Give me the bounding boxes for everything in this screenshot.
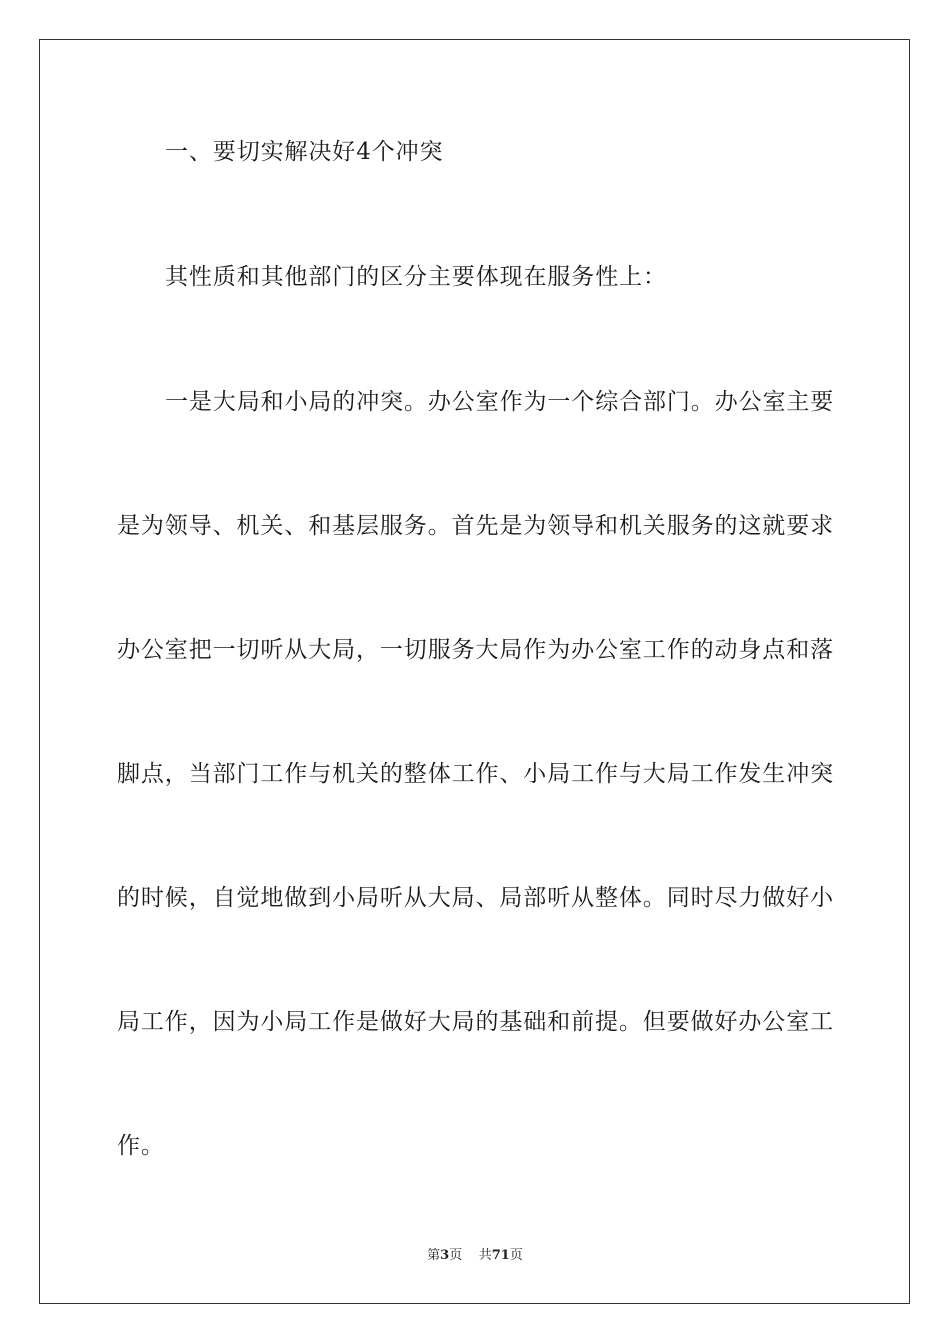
footer-total-pages: 71 xyxy=(491,1248,510,1263)
paragraph-line-5: 的时候，自觉地做到小局听从大局、局部听从整体。同时尽力做好小 xyxy=(117,885,834,911)
page-border xyxy=(39,39,910,1304)
paragraph-line-3: 办公室把一切听从大局，一切服务大局作为办公室工作的动身点和落 xyxy=(117,637,834,663)
paragraph-line-2: 是为领导、机关、和基层服务。首先是为领导和机关服务的这就要求 xyxy=(117,513,834,539)
footer-prefix: 第 xyxy=(427,1248,441,1263)
paragraph-line-7: 作。 xyxy=(117,1133,165,1159)
footer-suffix: 页 xyxy=(509,1248,523,1263)
intro-line: 其性质和其他部门的区分主要体现在服务性上： xyxy=(165,264,667,290)
section-heading: 一、要切实解决好4个冲突 xyxy=(165,139,444,165)
paragraph-line-1: 一是大局和小局的冲突。办公室作为一个综合部门。办公室主要 xyxy=(165,389,835,415)
paragraph-line-6: 局工作，因为小局工作是做好大局的基础和前提。但要做好办公室工 xyxy=(117,1009,834,1035)
footer-middle: 页 共 xyxy=(449,1248,492,1263)
paragraph-line-4: 脚点，当部门工作与机关的整体工作、小局工作与大局工作发生冲突 xyxy=(117,761,834,787)
page-footer xyxy=(0,1247,950,1265)
footer-page-number: 3 xyxy=(440,1248,450,1263)
